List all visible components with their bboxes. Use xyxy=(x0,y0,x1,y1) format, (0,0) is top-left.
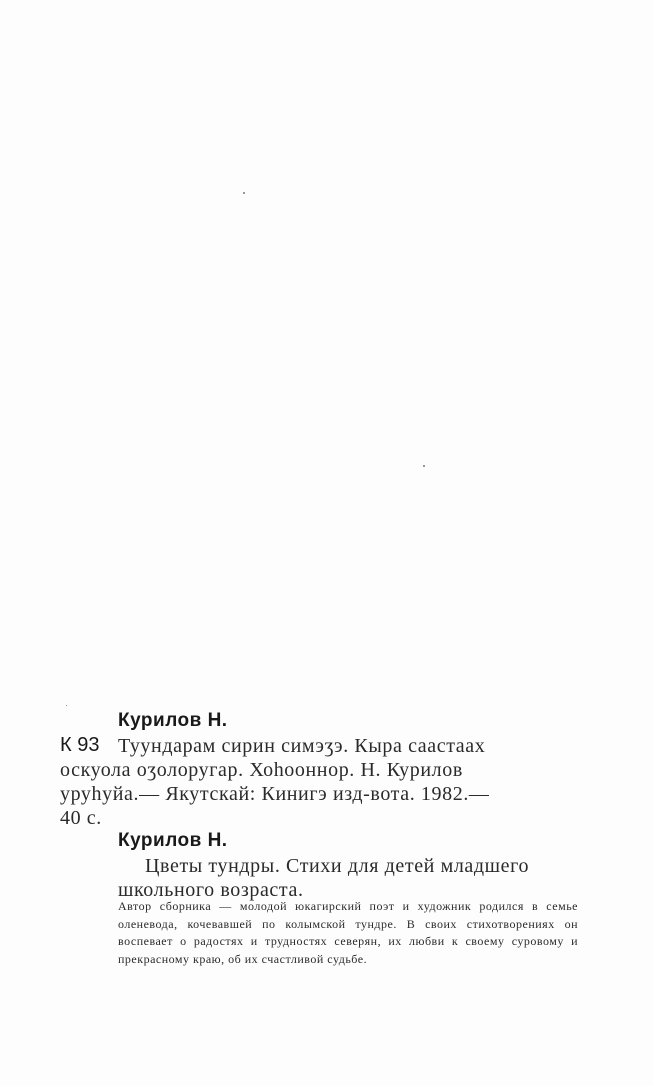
author-heading: Курилов Н. xyxy=(118,830,228,851)
title-line: Туундарам сирин симэӡэ. Кыра саастаах xyxy=(118,735,486,757)
title-line: оскуола оӡолоругар. Хоһоонноp. Н. Курилов xyxy=(60,759,463,781)
title-line: школьного возраста. xyxy=(118,879,304,901)
catalog-index: К 93 xyxy=(60,734,100,756)
annotation-paragraph: Автор сборника — молодой юкагирский поэт и художник родился в семье оленевода, кочевавшей по колымской тундре. В своих стихотворениях он воспевает о радостях и трудностях северян, их любви к своему суровому и прекрасному краю, об их счастливой судьбе. xyxy=(118,899,578,966)
title-line: уруһуйа.— Якутскай: Кинигэ изд-вота. 1982.— xyxy=(60,783,490,805)
author-heading: Курилов Н. xyxy=(118,710,228,731)
title-line: 40 с. xyxy=(60,807,102,829)
title-line: Цветы тундры. Стихи для детей младшего xyxy=(145,855,530,877)
paper-speck xyxy=(423,465,425,467)
paper-speck xyxy=(243,192,245,194)
paper-speck xyxy=(66,705,67,706)
